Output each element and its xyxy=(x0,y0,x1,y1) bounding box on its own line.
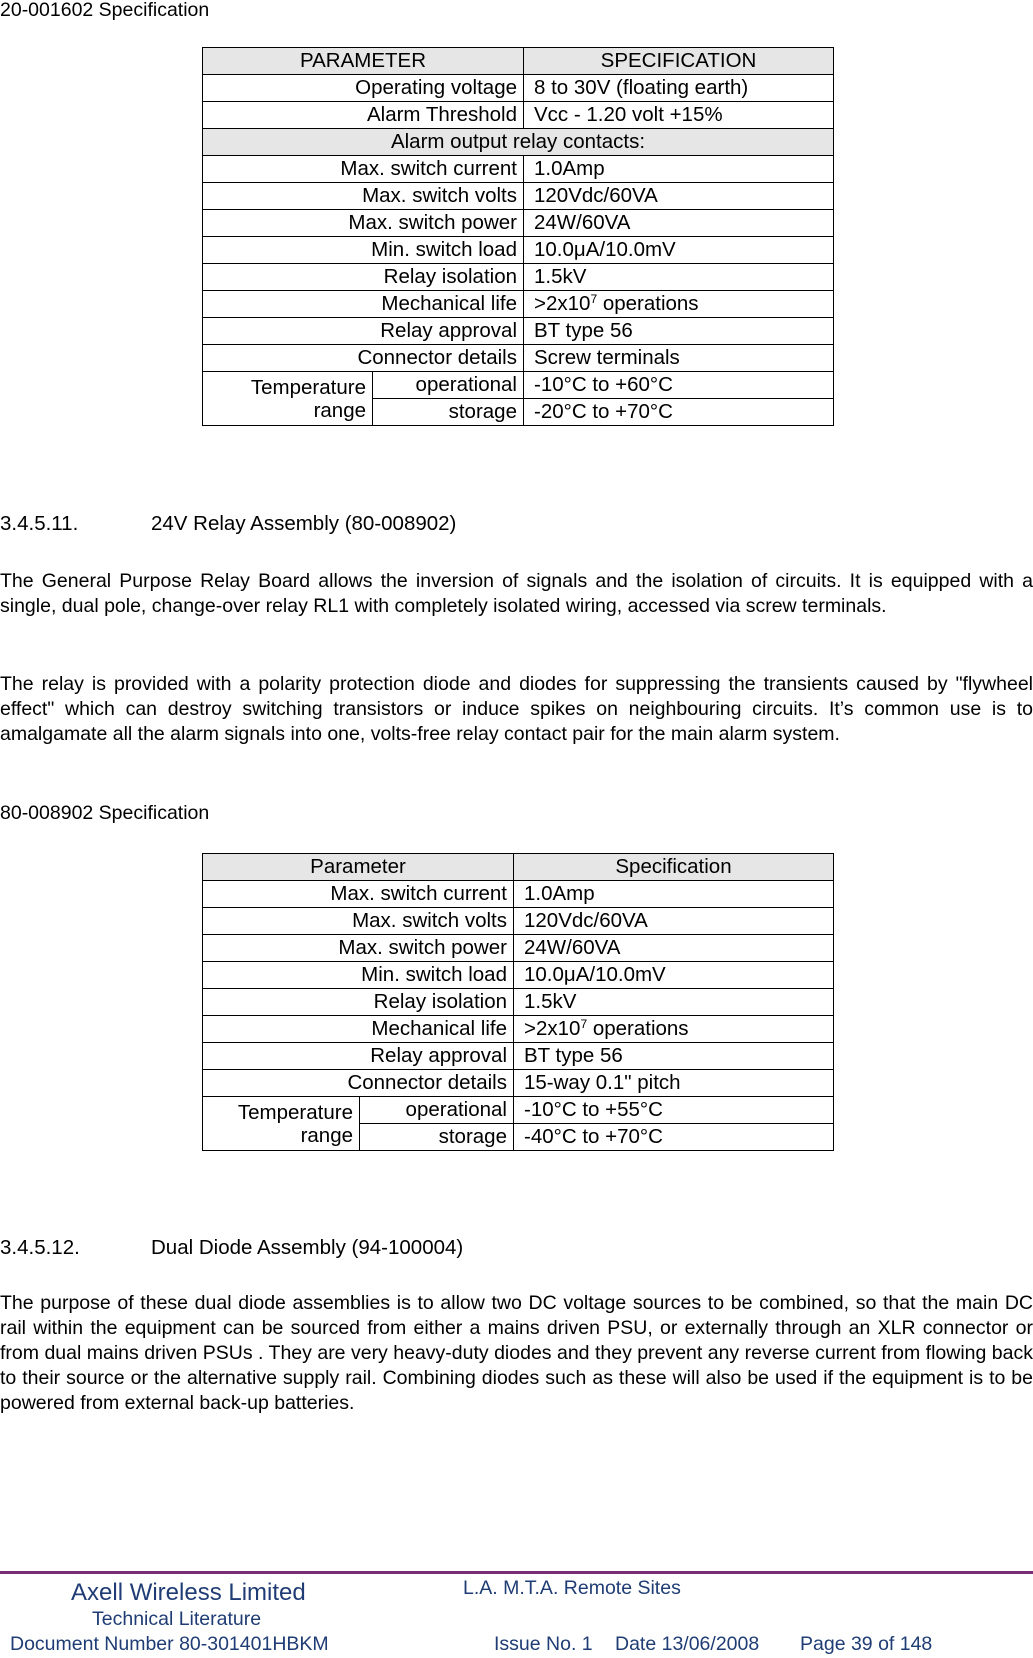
issue-number: Issue No. 1 xyxy=(494,1633,593,1655)
table-row xyxy=(203,962,834,989)
issue-date: Date 13/06/2008 xyxy=(615,1633,760,1655)
param-cell: Connector details xyxy=(203,345,524,372)
section-title-3-4-5-11: 24V Relay Assembly (80-008902) xyxy=(151,512,457,535)
table-row xyxy=(203,183,834,210)
spec-cell: BT type 56 xyxy=(514,1043,834,1070)
table-row xyxy=(203,989,834,1016)
section-number-3-4-5-11: 3.4.5.11. xyxy=(0,512,79,535)
paragraph-relay-protection: The relay is provided with a polarity protection diode and diodes for suppressing the transients caused by "flywheel effect" which can destroy switching transistors or induce spikes on neighbouring circuits. It’s common use is to amalgamate all the alarm signals into one, volts-free relay contact pair for the main alarm system. xyxy=(0,673,1033,745)
param-cell: Connector details xyxy=(203,1070,514,1097)
spec-cell: 120Vdc/60VA xyxy=(514,908,834,935)
spec-cell: 1.0Amp xyxy=(514,881,834,908)
spec-cell: BT type 56 xyxy=(524,318,834,345)
param-cell: Max. switch current xyxy=(203,881,514,908)
section-title-3-4-5-12: Dual Diode Assembly (94-100004) xyxy=(151,1236,464,1259)
param-cell: Max. switch current xyxy=(203,156,524,183)
page-number: Page 39 of 148 xyxy=(800,1633,933,1655)
spec-cell: $>2x10^7$ operations xyxy=(524,291,834,318)
section-number-3-4-5-12: 3.4.5.12. xyxy=(0,1236,80,1259)
param-cell: Min. switch load xyxy=(203,962,514,989)
spec-cell: -10°C to +60°C xyxy=(524,372,834,399)
table-row xyxy=(203,1097,834,1124)
spec-cell: Vcc - 1.20 volt +15% xyxy=(524,102,834,129)
table-row xyxy=(203,935,834,962)
spec-cell: 24W/60VA xyxy=(524,210,834,237)
table-header-row xyxy=(203,48,834,75)
table-row xyxy=(203,345,834,372)
table-row xyxy=(203,291,834,318)
spec-cell: 15-way 0.1" pitch xyxy=(514,1070,834,1097)
param-cell: Mechanical life xyxy=(203,291,524,318)
param-cell: Relay approval xyxy=(203,1043,514,1070)
spec-label-80-008902: 80-008902 Specification xyxy=(0,802,210,824)
spec-table-20-001602 xyxy=(202,47,834,426)
table-row xyxy=(203,881,834,908)
param-cell: Alarm Threshold xyxy=(203,102,524,129)
section-row xyxy=(203,129,834,156)
spec-cell: $>2x10^7$ operations xyxy=(514,1016,834,1043)
table-row xyxy=(203,372,834,399)
spec-cell: -10°C to +55°C xyxy=(514,1097,834,1124)
spec-cell: 1.0Amp xyxy=(524,156,834,183)
spec-cell: 10.0μA/10.0mV xyxy=(514,962,834,989)
param-cell: Max. switch volts xyxy=(203,908,514,935)
temp-sub-cell: operational xyxy=(360,1097,514,1124)
table-row xyxy=(203,1043,834,1070)
spec-cell: Screw terminals xyxy=(524,345,834,372)
technical-literature-label: Technical Literature xyxy=(92,1608,262,1630)
table-row xyxy=(203,908,834,935)
spec-table-80-008902 xyxy=(202,853,834,1151)
document-number: Document Number 80-301401HBKM xyxy=(10,1633,329,1655)
table-row xyxy=(203,75,834,102)
spec-label-20-001602: 20-001602 Specification xyxy=(0,0,210,21)
table-row xyxy=(203,156,834,183)
spec-cell: 10.0μA/10.0mV xyxy=(524,237,834,264)
param-cell: Relay approval xyxy=(203,318,524,345)
spec-cell: -40°C to +70°C xyxy=(514,1124,834,1151)
param-cell: Min. switch load xyxy=(203,237,524,264)
spec-cell: 120Vdc/60VA xyxy=(524,183,834,210)
table-row xyxy=(203,318,834,345)
param-cell: Max. switch power xyxy=(203,935,514,962)
table-row xyxy=(203,102,834,129)
temperature-range-cell: Temperature range xyxy=(203,1097,360,1151)
header-parameter: Parameter xyxy=(203,854,514,881)
param-cell: Max. switch volts xyxy=(203,183,524,210)
paragraph-relay-board: The General Purpose Relay Board allows the inversion of signals and the isolation of circuits. It is equipped with a single, dual pole, change-over relay RL1 with completely isolated wiring, accessed via screw terminals. xyxy=(0,570,1033,617)
paragraph-dual-diode: The purpose of these dual diode assemblies is to allow two DC voltage sources to be combined, so that the main DC rail within the equipment can be sourced from either a mains driven PSU, or externally through an XLR connector or from dual mains driven PSUs . They are very heavy-duty diodes and they prevent any reverse current from flowing back to their source or the alternative supply rail. Combining diodes such as these will also be used if the equipment is to be powered from external back-up batteries. xyxy=(0,1292,1033,1414)
spec-cell: 1.5kV xyxy=(524,264,834,291)
param-cell: Relay isolation xyxy=(203,264,524,291)
spec-cell: -20°C to +70°C xyxy=(524,399,834,426)
company-name: Axell Wireless Limited xyxy=(71,1579,306,1606)
temperature-range-cell: Temperature range xyxy=(203,372,373,426)
table-row xyxy=(203,1016,834,1043)
param-cell: Operating voltage xyxy=(203,75,524,102)
header-specification: Specification xyxy=(514,854,834,881)
spec-cell: 8 to 30V (floating earth) xyxy=(524,75,834,102)
param-cell: Max. switch power xyxy=(203,210,524,237)
table-row xyxy=(203,264,834,291)
temp-sub-cell: storage xyxy=(360,1124,514,1151)
param-cell: Mechanical life xyxy=(203,1016,514,1043)
table-row xyxy=(203,237,834,264)
temp-sub-cell: operational xyxy=(373,372,524,399)
temp-sub-cell: storage xyxy=(373,399,524,426)
project-name: L.A. M.T.A. Remote Sites xyxy=(463,1577,681,1599)
section-cell: Alarm output relay contacts: xyxy=(203,129,834,156)
spec-cell: 24W/60VA xyxy=(514,935,834,962)
table-row xyxy=(203,1070,834,1097)
spec-cell: 1.5kV xyxy=(514,989,834,1016)
header-specification: SPECIFICATION xyxy=(524,48,834,75)
table-header-row xyxy=(203,854,834,881)
footer-rule xyxy=(0,1571,1033,1574)
header-parameter: PARAMETER xyxy=(203,48,524,75)
table-row xyxy=(203,210,834,237)
param-cell: Relay isolation xyxy=(203,989,514,1016)
